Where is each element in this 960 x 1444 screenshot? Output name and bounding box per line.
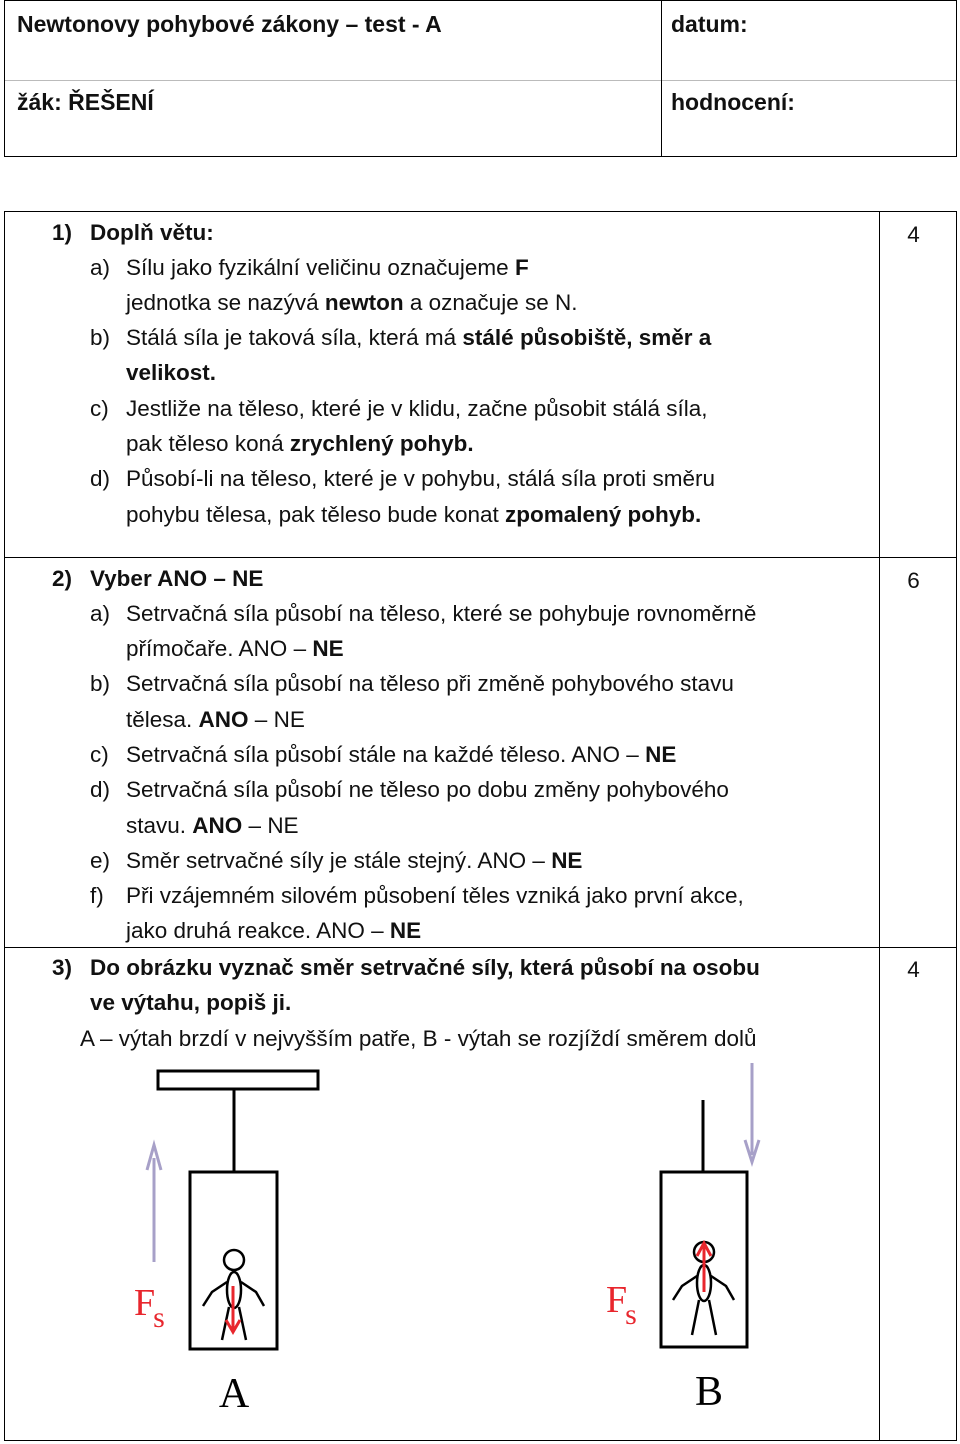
q1-c-text: pak těleso koná	[126, 431, 290, 456]
q2-c-text: Setrvačná síla působí stále na každé těleso.	[126, 742, 572, 767]
q2-b-dash: –	[248, 707, 274, 732]
q2-f-text: jako druhá reakce.	[126, 918, 317, 943]
q2-e-text: Směr setrvačné síly je stále stejný.	[126, 848, 478, 873]
points-column-divider	[879, 212, 880, 1440]
q2-f-line1: Při vzájemném silovém působení těles vzniká jako první akce,	[126, 883, 744, 908]
q2-e-dash: –	[526, 848, 552, 873]
q2-b-marker: b)	[90, 671, 111, 696]
q1-c-answer: zrychlený pohyb.	[289, 431, 474, 456]
q3-title-line2: ve výtahu, popiš ji.	[90, 990, 292, 1015]
q1-c-marker: c)	[90, 396, 109, 421]
q2-a-line1: Setrvačná síla působí na těleso, které se pohybuje rovnoměrně	[126, 601, 757, 626]
q2-c-line1	[126, 744, 676, 767]
q2-f-dash: –	[364, 918, 390, 943]
q2-a-ne: NE	[312, 636, 344, 661]
q2-d-line2	[126, 815, 299, 838]
q2-a-text: přímočaře.	[126, 636, 239, 661]
q1-a-text: Sílu jako fyzikální veličinu označujeme	[126, 255, 515, 280]
q2-d-marker: d)	[90, 777, 111, 802]
q2-d-text: stavu.	[126, 813, 193, 838]
q1-d-marker: d)	[90, 466, 111, 491]
q2-a-ano: ANO	[238, 636, 288, 661]
q2-number: 2)	[52, 566, 73, 591]
q2-a-marker: a)	[90, 601, 111, 626]
q2-e-line1	[126, 850, 582, 873]
header-col-divider	[661, 1, 662, 156]
q1-title: Doplň větu:	[90, 220, 214, 245]
q3-subtitle: A – výtah brzdí v nejvyšším patře, B - výtah se rozjíždí směrem dolů	[80, 1026, 757, 1051]
q2-a-line2	[126, 638, 344, 661]
row-divider-2	[5, 947, 956, 948]
q1-b-marker: b)	[90, 325, 111, 350]
date-label: datum:	[671, 11, 748, 37]
q1-c-line2	[126, 433, 474, 456]
header-row-divider	[5, 80, 956, 81]
q2-b-ne: NE	[273, 707, 305, 732]
q2-b-line1: Setrvačná síla působí na těleso při změně pohybového stavu	[126, 671, 734, 696]
q2-points: 6	[907, 568, 920, 593]
elevator-label-a: A	[218, 1371, 250, 1417]
q1-d-line2	[126, 504, 701, 527]
q1-b-text: Stálá síla je taková síla, která má	[126, 325, 463, 350]
q2-f-marker: f)	[90, 883, 104, 908]
q2-b-text: tělesa.	[126, 707, 199, 732]
q2-d-ne: NE	[267, 813, 299, 838]
q1-number: 1)	[52, 220, 73, 245]
q1-a-marker: a)	[90, 255, 111, 280]
q2-b-ano: ANO	[198, 707, 249, 732]
q2-d-dash: –	[242, 813, 268, 838]
q2-title: Vyber ANO – NE	[90, 566, 264, 591]
q2-c-ano: ANO	[571, 742, 621, 767]
q2-f-ne: NE	[389, 918, 422, 943]
q2-e-marker: e)	[90, 848, 111, 873]
grade-label: hodnocení:	[671, 89, 795, 115]
q1-points: 4	[907, 222, 920, 247]
q1-a-line2	[126, 292, 577, 315]
q1-d-text: pohybu tělesa, pak těleso bude konat	[126, 502, 506, 527]
q1-a-line1	[126, 257, 529, 280]
student-label: žák: ŘEŠENÍ	[17, 89, 154, 115]
q2-b-line2	[126, 709, 305, 732]
force-label-b: Fs	[606, 1279, 637, 1331]
q2-d-ano: ANO	[192, 813, 243, 838]
q1-b-answer: stálé působiště, směr a	[462, 325, 712, 350]
q2-c-marker: c)	[90, 742, 109, 767]
q2-d-line1: Setrvačná síla působí ne těleso po dobu změny pohybového	[126, 777, 729, 802]
q2-f-line2	[126, 920, 421, 943]
q1-a-answer: F	[514, 255, 529, 280]
q1-b-line1	[126, 327, 711, 350]
q1-a2-text: jednotka se nazývá	[126, 290, 325, 315]
q2-e-ano: ANO	[477, 848, 527, 873]
q2-e-ne: NE	[551, 848, 583, 873]
q3-number: 3)	[52, 955, 73, 980]
q1-a2-post: a označuje se N.	[403, 290, 578, 315]
q1-b-line2: velikost.	[126, 360, 217, 385]
q3-title-line1: Do obrázku vyznač směr setrvačné síly, která působí na osobu	[90, 955, 760, 980]
q1-a2-answer: newton	[324, 290, 404, 315]
q1-d-line1: Působí-li na těleso, které je v pohybu, stálá síla proti směru	[126, 466, 716, 491]
q3-points: 4	[907, 957, 920, 982]
q2-c-ne: NE	[645, 742, 677, 767]
q2-f-ano: ANO	[316, 918, 365, 943]
force-label-a: Fs	[134, 1282, 165, 1334]
q1-c-line1: Jestliže na těleso, které je v klidu, začne působit stálá síla,	[126, 396, 708, 421]
q2-c-dash: –	[620, 742, 646, 767]
elevator-label-b: B	[694, 1369, 724, 1415]
row-divider-1	[5, 557, 956, 558]
q2-a-dash: –	[287, 636, 313, 661]
q1-d-answer: zpomalený pohyb.	[505, 502, 702, 527]
test-title: Newtonovy pohybové zákony – test - A	[17, 11, 442, 37]
header-table	[4, 0, 957, 157]
